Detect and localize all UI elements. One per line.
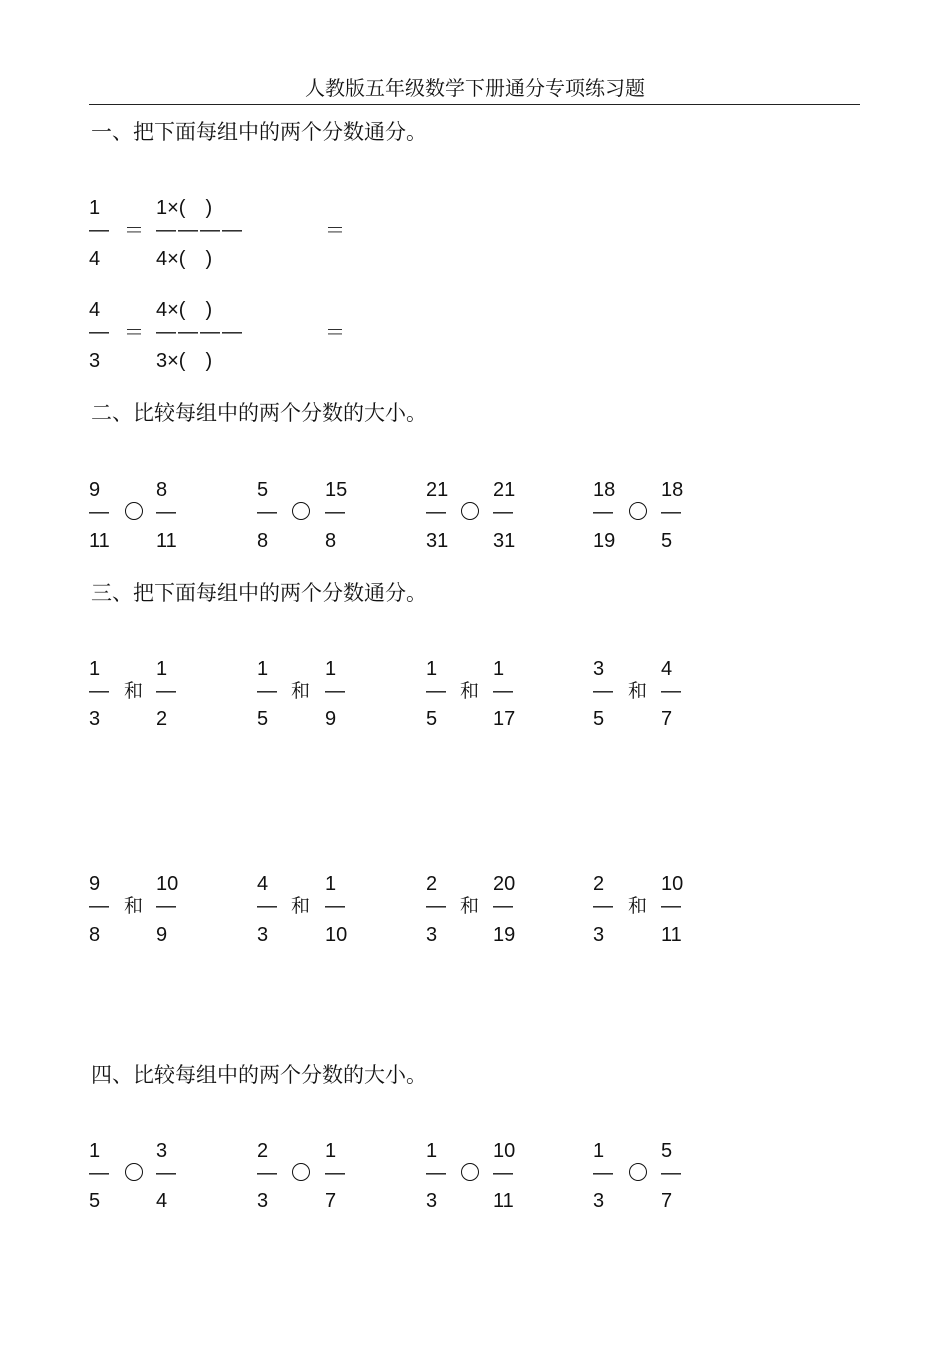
left-numerator: 18 [593, 479, 616, 501]
left-numerator: 1 [593, 1140, 605, 1162]
fraction-bar: — [593, 680, 615, 702]
fraction-bar: — [257, 895, 279, 917]
fraction-bar: — [426, 895, 448, 917]
fraction-bar: — [89, 219, 111, 241]
expression-bar: ———— [156, 219, 244, 241]
and-connector: 和 [124, 680, 144, 702]
fraction-bar: — [156, 680, 178, 702]
fraction-numerator: 1 [89, 197, 101, 219]
page-title: 人教版五年级数学下册通分专项练习题 [305, 76, 645, 100]
section-2-heading: 二、比较每组中的两个分数的大小。 [91, 401, 427, 425]
left-numerator: 1 [89, 1140, 101, 1162]
left-denominator: 11 [89, 530, 110, 552]
left-numerator: 4 [257, 873, 269, 895]
right-denominator: 4 [156, 1190, 168, 1212]
left-numerator: 3 [593, 658, 605, 680]
comparison-circle[interactable] [125, 502, 143, 520]
right-numerator: 10 [661, 873, 684, 895]
fraction-bar: — [325, 501, 347, 523]
fraction-numerator: 4 [89, 299, 101, 321]
left-numerator: 1 [426, 1140, 438, 1162]
comparison-circle[interactable] [461, 502, 479, 520]
left-numerator: 9 [89, 479, 101, 501]
denominator-expression: 3×( ) [156, 350, 213, 372]
fraction-bar: — [89, 321, 111, 343]
fraction-denominator: 4 [89, 248, 101, 270]
right-denominator: 2 [156, 708, 168, 730]
section-3-heading: 三、把下面每组中的两个分数通分。 [91, 581, 427, 605]
and-connector: 和 [628, 680, 648, 702]
comparison-circle[interactable] [461, 1163, 479, 1181]
comparison-circle[interactable] [629, 502, 647, 520]
equals-sign: ＝ [124, 220, 144, 242]
fraction-bar: — [661, 680, 683, 702]
left-denominator: 3 [257, 1190, 269, 1212]
comparison-circle[interactable] [292, 502, 310, 520]
numerator-expression: 1×( ) [156, 197, 213, 219]
fraction-bar: — [156, 895, 178, 917]
fraction-bar: — [156, 501, 178, 523]
left-denominator: 3 [426, 924, 438, 946]
fraction-bar: — [593, 895, 615, 917]
right-denominator: 7 [661, 708, 673, 730]
right-numerator: 4 [661, 658, 673, 680]
right-numerator: 1 [325, 658, 337, 680]
fraction-denominator: 3 [89, 350, 101, 372]
and-connector: 和 [628, 895, 648, 917]
left-numerator: 1 [426, 658, 438, 680]
fraction-bar: — [89, 895, 111, 917]
right-numerator: 20 [493, 873, 516, 895]
right-denominator: 31 [493, 530, 516, 552]
section-4-heading: 四、比较每组中的两个分数的大小。 [91, 1063, 427, 1087]
and-connector: 和 [460, 895, 480, 917]
right-denominator: 8 [325, 530, 337, 552]
fraction-bar: — [426, 680, 448, 702]
right-denominator: 9 [156, 924, 168, 946]
numerator-expression: 4×( ) [156, 299, 213, 321]
right-numerator: 15 [325, 479, 348, 501]
left-denominator: 8 [89, 924, 101, 946]
right-denominator: 7 [325, 1190, 337, 1212]
right-denominator: 11 [156, 530, 177, 552]
fraction-bar: — [257, 1162, 279, 1184]
left-denominator: 3 [593, 924, 605, 946]
fraction-bar: — [426, 501, 448, 523]
fraction-bar: — [493, 1162, 515, 1184]
left-denominator: 8 [257, 530, 269, 552]
right-numerator: 1 [156, 658, 168, 680]
right-denominator: 19 [493, 924, 516, 946]
right-numerator: 18 [661, 479, 684, 501]
fraction-bar: — [493, 501, 515, 523]
right-denominator: 11 [493, 1190, 514, 1212]
right-numerator: 1 [325, 873, 337, 895]
right-denominator: 10 [325, 924, 348, 946]
comparison-circle[interactable] [125, 1163, 143, 1181]
right-numerator: 10 [156, 873, 179, 895]
right-numerator: 1 [325, 1140, 337, 1162]
equals-sign-answer: ＝ [325, 322, 345, 344]
right-numerator: 10 [493, 1140, 516, 1162]
right-numerator: 1 [493, 658, 505, 680]
fraction-bar: — [89, 501, 111, 523]
left-denominator: 31 [426, 530, 449, 552]
fraction-bar: — [593, 501, 615, 523]
left-denominator: 3 [89, 708, 101, 730]
fraction-bar: — [661, 1162, 683, 1184]
right-denominator: 5 [661, 530, 673, 552]
left-numerator: 5 [257, 479, 269, 501]
fraction-bar: — [593, 1162, 615, 1184]
left-numerator: 2 [257, 1140, 269, 1162]
left-denominator: 5 [593, 708, 605, 730]
and-connector: 和 [291, 680, 311, 702]
fraction-bar: — [89, 1162, 111, 1184]
left-denominator: 5 [257, 708, 269, 730]
and-connector: 和 [291, 895, 311, 917]
right-denominator: 17 [493, 708, 516, 730]
left-numerator: 1 [89, 658, 101, 680]
comparison-circle[interactable] [629, 1163, 647, 1181]
fraction-bar: — [426, 1162, 448, 1184]
left-denominator: 3 [257, 924, 269, 946]
right-denominator: 11 [661, 924, 682, 946]
fraction-bar: — [661, 501, 683, 523]
and-connector: 和 [124, 895, 144, 917]
right-denominator: 9 [325, 708, 337, 730]
fraction-bar: — [257, 680, 279, 702]
right-numerator: 21 [493, 479, 516, 501]
fraction-bar: — [325, 1162, 347, 1184]
left-denominator: 3 [426, 1190, 438, 1212]
fraction-bar: — [325, 895, 347, 917]
left-denominator: 5 [426, 708, 438, 730]
left-denominator: 3 [593, 1190, 605, 1212]
left-numerator: 2 [593, 873, 605, 895]
title-rule [89, 104, 860, 105]
left-numerator: 2 [426, 873, 438, 895]
expression-bar: ———— [156, 321, 244, 343]
denominator-expression: 4×( ) [156, 248, 213, 270]
right-numerator: 3 [156, 1140, 168, 1162]
equals-sign: ＝ [124, 322, 144, 344]
comparison-circle[interactable] [292, 1163, 310, 1181]
right-denominator: 7 [661, 1190, 673, 1212]
fraction-bar: — [661, 895, 683, 917]
left-denominator: 5 [89, 1190, 101, 1212]
equals-sign-answer: ＝ [325, 220, 345, 242]
section-1-heading: 一、把下面每组中的两个分数通分。 [91, 120, 427, 144]
fraction-bar: — [89, 680, 111, 702]
fraction-bar: — [493, 895, 515, 917]
fraction-bar: — [325, 680, 347, 702]
left-numerator: 9 [89, 873, 101, 895]
fraction-bar: — [156, 1162, 178, 1184]
fraction-bar: — [257, 501, 279, 523]
left-numerator: 21 [426, 479, 449, 501]
right-numerator: 8 [156, 479, 168, 501]
left-numerator: 1 [257, 658, 269, 680]
and-connector: 和 [460, 680, 480, 702]
right-numerator: 5 [661, 1140, 673, 1162]
fraction-bar: — [493, 680, 515, 702]
left-denominator: 19 [593, 530, 616, 552]
